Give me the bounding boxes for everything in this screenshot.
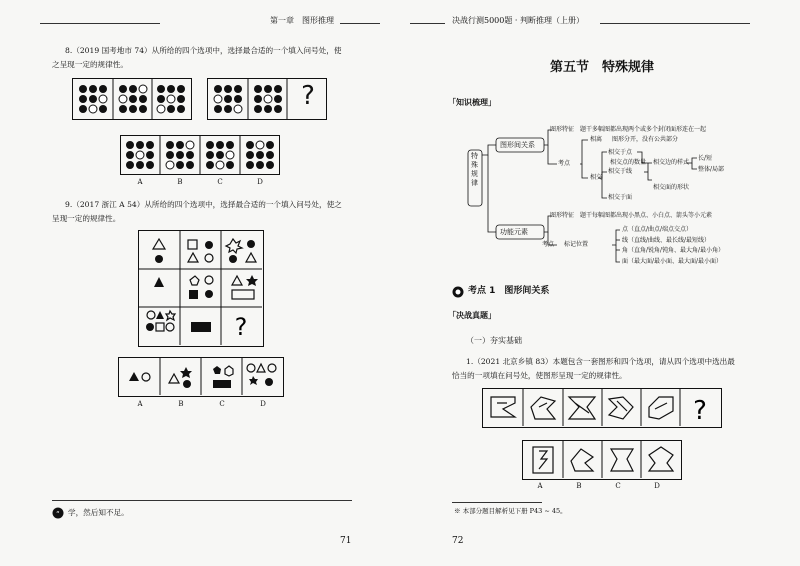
- kaodian-title: 考点 1 图形间关系: [468, 286, 550, 296]
- mindmap-node: 题干多幅图都出现两个或多个封闭面形连在一起: [580, 126, 707, 133]
- mindmap-node: 面（最大面/最小面、最大面/最小面）: [622, 258, 723, 265]
- q1-sequence-shapes: [483, 389, 720, 426]
- header-rule: [40, 23, 160, 24]
- q8-options: [120, 135, 280, 175]
- mindmap-node: 题干每幅图都出现小黑点、小白点、箭头等小元素: [580, 212, 713, 219]
- header-rule: [410, 23, 445, 24]
- q1-sequence: [482, 388, 722, 428]
- section-title: 第五节 特殊规律: [550, 60, 655, 75]
- page-number: 71: [340, 536, 352, 546]
- mindmap-node: 相交于点: [608, 149, 633, 156]
- question-mark: ?: [693, 396, 707, 426]
- mindmap-node: 相交于面: [608, 194, 633, 201]
- mindmap-node: 整体/局部: [698, 166, 725, 173]
- option-d-label: D: [257, 178, 263, 186]
- kaodian-badge-icon: [452, 286, 464, 298]
- mindmap-node: 线（直线/曲线、最长线/最短线）: [622, 237, 711, 244]
- q9-option-shapes: [119, 358, 282, 395]
- option-a-label: A: [137, 178, 143, 186]
- mindmap-node: 图形特征: [550, 126, 575, 133]
- q8-text-line1: 8.（2019 国考地市 74）从所给的四个选项中，选择最合适的一个填入问号处，使: [65, 46, 342, 55]
- footnote-rule: [452, 502, 542, 503]
- q9-options: [118, 357, 284, 397]
- mindmap-node: 长/短: [698, 155, 713, 162]
- mindmap-node: 图形分开，没有公共部分: [612, 136, 679, 143]
- q8-sequence-1: [72, 78, 192, 120]
- quote-badge-icon: [52, 507, 64, 519]
- option-b-label: B: [178, 400, 184, 408]
- mindmap-node: 图形特征: [550, 212, 575, 219]
- dot-grid-options: [121, 136, 279, 174]
- footer-rule: [52, 500, 352, 501]
- q1-text-line2: 恰当的一项填在问号处，使图形呈现一定的规律性。: [452, 371, 627, 380]
- q9-text-line2: 呈现一定的规律性。: [52, 214, 121, 223]
- option-a-label: A: [137, 400, 143, 408]
- header-rule: [600, 23, 750, 24]
- mindmap-node: 相交边的样式: [653, 159, 690, 166]
- mindmap-root: 特殊规律: [471, 152, 478, 187]
- juezhan-label: 「决战真题」: [448, 311, 496, 320]
- question-mark: ?: [234, 313, 248, 341]
- q1-option-shapes: [523, 441, 680, 478]
- q1-text-line1: 1.（2021 北京乡镇 83）本题包含一套图形和四个选项，请从四个选项中选出最: [466, 357, 735, 366]
- option-d-label: D: [654, 482, 660, 490]
- right-header: 决战行测5000题 · 判断推理（上册）: [452, 16, 584, 25]
- mindmap-node: 角（直角/锐角/钝角、最大角/最小角）: [622, 247, 725, 254]
- right-page: [400, 0, 800, 566]
- q1-options: [522, 440, 682, 480]
- mindmap-node: 相离: [590, 136, 603, 143]
- mindmap-node: 相交面的形状: [653, 184, 690, 191]
- header-rule: [340, 23, 380, 24]
- footnote: ※ 本部分题目解析见下册 P43 ~ 45。: [454, 507, 567, 515]
- footer-quote: 学，然后知不足。: [68, 508, 129, 517]
- option-a-label: A: [537, 482, 543, 490]
- knowledge-label: 「知识梳理」: [448, 98, 496, 107]
- page-number: 72: [452, 536, 464, 546]
- mindmap-node: 相交点的数量: [610, 159, 647, 166]
- mindmap-node: 标记位置: [564, 241, 589, 248]
- option-c-label: C: [615, 482, 621, 490]
- option-d-label: D: [260, 400, 266, 408]
- q9-text-line1: 9.（2017 浙江 A 54）从所给的四个选项中，选择最合适的一个填入问号处，使之: [65, 200, 342, 209]
- sub-heading: （一）夯实基础: [466, 336, 522, 345]
- mindmap-node: 考点: [542, 241, 555, 248]
- q8-sequence-2: [207, 78, 327, 120]
- dot-grid-figures: [73, 79, 191, 119]
- mindmap-node: 考点: [558, 160, 571, 167]
- mindmap-node: 点（直点/曲点/端点交点）: [622, 226, 693, 233]
- mindmap-node: 相交于线: [608, 168, 633, 175]
- mindmap-node: 相交: [590, 174, 603, 181]
- question-mark: ?: [301, 81, 315, 111]
- option-b-label: B: [576, 482, 582, 490]
- svg-text:“: “: [56, 510, 60, 518]
- mindmap-branch-functional-element: 功能元素: [500, 228, 528, 236]
- option-c-label: C: [217, 178, 223, 186]
- option-c-label: C: [219, 400, 225, 408]
- option-b-label: B: [177, 178, 183, 186]
- left-header: 第一章 图形推理: [270, 16, 334, 25]
- q9-grid-shapes: [139, 231, 262, 345]
- mindmap-branch-figure-relation: 图形间关系: [500, 141, 535, 149]
- q9-grid: [138, 230, 264, 347]
- q8-text-line2: 之呈现一定的规律性。: [52, 60, 128, 69]
